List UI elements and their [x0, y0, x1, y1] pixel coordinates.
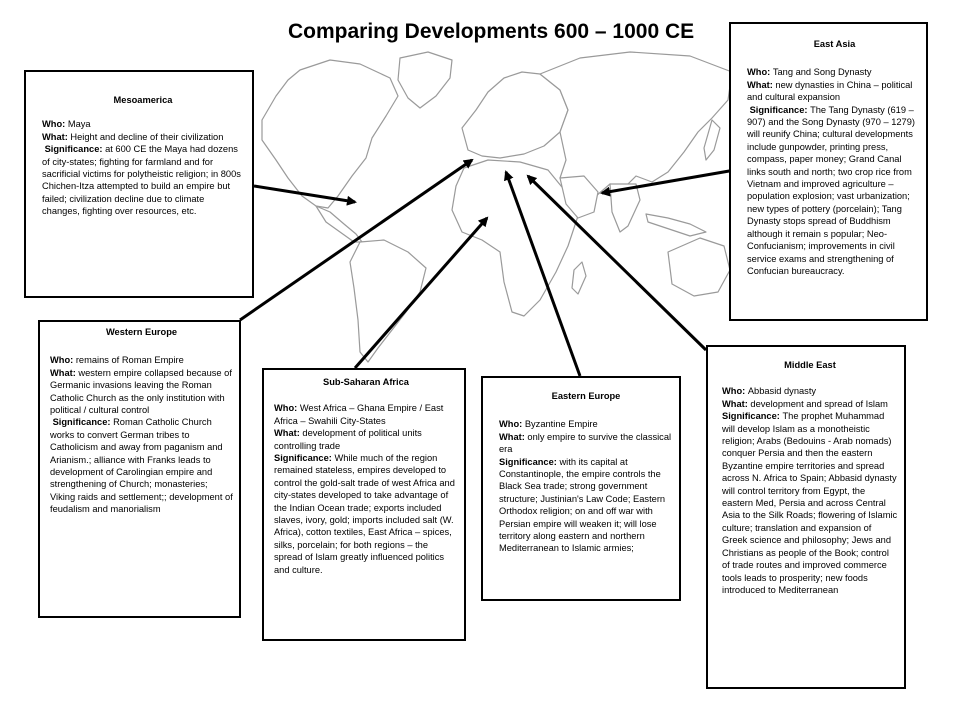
- page-title: Comparing Developments 600 – 1000 CE: [288, 20, 695, 43]
- who-line: [42, 118, 244, 130]
- significance-line: [747, 104, 922, 278]
- what-line: [274, 427, 458, 452]
- significance-text: The Tang Dynasty (619 – 907) and the Song Dynasty (970 – 1279) will reunify China; cultural developments include gunpowder, printing press, compass, paper money; Grand Canal links south and north; two crop rice from Vietnam and improved agriculture – population explosion; vast urbanization; new types of pottery (porcelain); Tang Dynasty stops spread of Buddhism although it remain s popular; Neo-Confucianism; improvements in civil service exams and strengthening of Confucian bureaucracy.: [747, 104, 915, 276]
- significance-text: at 600 CE the Maya had dozens of city-states; fighting for farmland and for sacrificial victims for polytheistic religion; in 800s Chichen-Itza attempted to build an empire but failed; civilization decline due to climate changes, fighting over resources, etc.: [42, 144, 241, 217]
- what-line: [50, 367, 233, 417]
- box-heading: Middle East: [784, 360, 836, 370]
- who-label: Who:: [499, 419, 523, 430]
- significance-label: Significance:: [44, 144, 103, 155]
- what-text: new dynasties in China – political and cultural expansion: [747, 79, 913, 103]
- who-text: Byzantine Empire: [524, 419, 598, 430]
- what-label: What:: [50, 367, 76, 378]
- what-label: What:: [42, 131, 68, 142]
- who-label: Who:: [274, 403, 298, 414]
- significance-text: While much of the region remained stateless, empires developed to control the gold-salt trade of west Africa and city-states developed to take advantage of the Indian Ocean trade; exports included slaves, ivory, gold; imports included salt (W. Africa), cotton textiles, East Africa – spices, silks, porcelain; for both regions – the spread of Islam greatly influenced politics and culture.: [274, 453, 455, 575]
- box-heading: Western Europe: [105, 327, 178, 337]
- europe-shape: [462, 72, 568, 158]
- greenland-shape: [398, 52, 452, 108]
- middle-east-box: [706, 345, 906, 689]
- box-heading: Mesoamerica: [113, 95, 173, 105]
- who-line: [50, 354, 233, 366]
- indonesia-shape: [646, 214, 706, 236]
- box-heading: East Asia: [813, 39, 856, 49]
- significance-label: Significance:: [499, 456, 557, 467]
- who-text: Maya: [67, 119, 91, 130]
- who-text: West Africa – Ghana Empire / East Africa – Swahili City-States: [274, 403, 444, 426]
- mesoamerica-box: [24, 70, 254, 298]
- who-line: [499, 418, 673, 430]
- significance-text: with its capital at Constantinople, the empire controls the Black Sea trade; strong government structure; Justinian's Law Code; Eastern Orthodox religion; on and off war with Persian empire will weaken it; will lose territory along eastern and northern Mediterranean to Islamic armies;: [499, 456, 666, 554]
- significance-label: Significance:: [749, 104, 808, 115]
- madagascar-shape: [572, 262, 586, 294]
- what-text: development of political units controlling trade: [274, 428, 422, 451]
- significance-label: Significance:: [722, 411, 780, 422]
- what-text: only empire to survive the classical era: [499, 431, 672, 455]
- who-label: Who:: [747, 67, 771, 78]
- significance-text: The prophet Muhammad will develop Islam as a monotheistic religion; Arabs (Bedouins - Arab nomads) conquer Persia and then the eastern Byzantine empire territories and spread across N. Africa to Spain; Abbasid dynasty will control territory from Egypt, the eastern Med, Persia and across Central Asia to the Silk Roads; flowering of Islamic culture; translation and expansion of Greek science and philosophy; Jews and Christians as people of the Book; control of trade routes and improved commerce tools leads to prosperity; new foods introduced to Mediterranean: [722, 411, 898, 595]
- what-label: What:: [274, 428, 300, 439]
- who-text: Tang and Song Dynasty: [772, 67, 872, 78]
- significance-line: [499, 456, 673, 555]
- significance-line: [50, 416, 233, 515]
- who-label: Who:: [50, 355, 74, 366]
- significance-label: Significance:: [274, 453, 332, 464]
- significance-line: [274, 452, 458, 576]
- what-label: What:: [722, 398, 748, 409]
- australia-shape: [668, 238, 730, 296]
- western-europe-box: [38, 320, 241, 618]
- who-line: [747, 66, 922, 78]
- who-line: [722, 385, 898, 397]
- who-line: [274, 402, 458, 427]
- significance-text: Roman Catholic Church works to convert German tribes to Catholicism and away from paganism and Arianism.; alliance with Franks leads to development of Carolingian empire and strengthening of Church; monasteries; Viking raids and settlement;; development of feudalism and manorialism: [50, 417, 233, 515]
- what-text: development and spread of Islam: [750, 398, 888, 409]
- who-text: remains of Roman Empire: [75, 355, 184, 366]
- what-line: [499, 431, 673, 456]
- what-text: Height and decline of their civilization: [70, 131, 224, 142]
- who-text: Abbasid dynasty: [747, 386, 817, 397]
- who-label: Who:: [42, 119, 66, 130]
- significance-line: [722, 410, 898, 596]
- sub-saharan-africa-box: [262, 368, 466, 641]
- significance-line: [42, 143, 244, 217]
- significance-label: Significance:: [52, 417, 111, 428]
- what-line: [722, 398, 898, 410]
- box-heading: Sub-Saharan Africa: [323, 377, 409, 387]
- what-label: What:: [747, 79, 773, 90]
- who-label: Who:: [722, 386, 746, 397]
- what-label: What:: [499, 431, 525, 442]
- east-asia-box: [729, 22, 928, 321]
- north-america-shape: [262, 60, 398, 208]
- what-line: [42, 131, 244, 143]
- what-line: [747, 79, 922, 104]
- eastern-europe-box: [481, 376, 681, 601]
- what-text: western empire collapsed because of Germanic invasions leaving the Roman Catholic Church as the only institution with political / cultural control: [50, 367, 232, 416]
- central-america-shape: [316, 206, 362, 242]
- box-heading: Eastern Europe: [551, 391, 621, 401]
- japan-shape: [704, 120, 720, 160]
